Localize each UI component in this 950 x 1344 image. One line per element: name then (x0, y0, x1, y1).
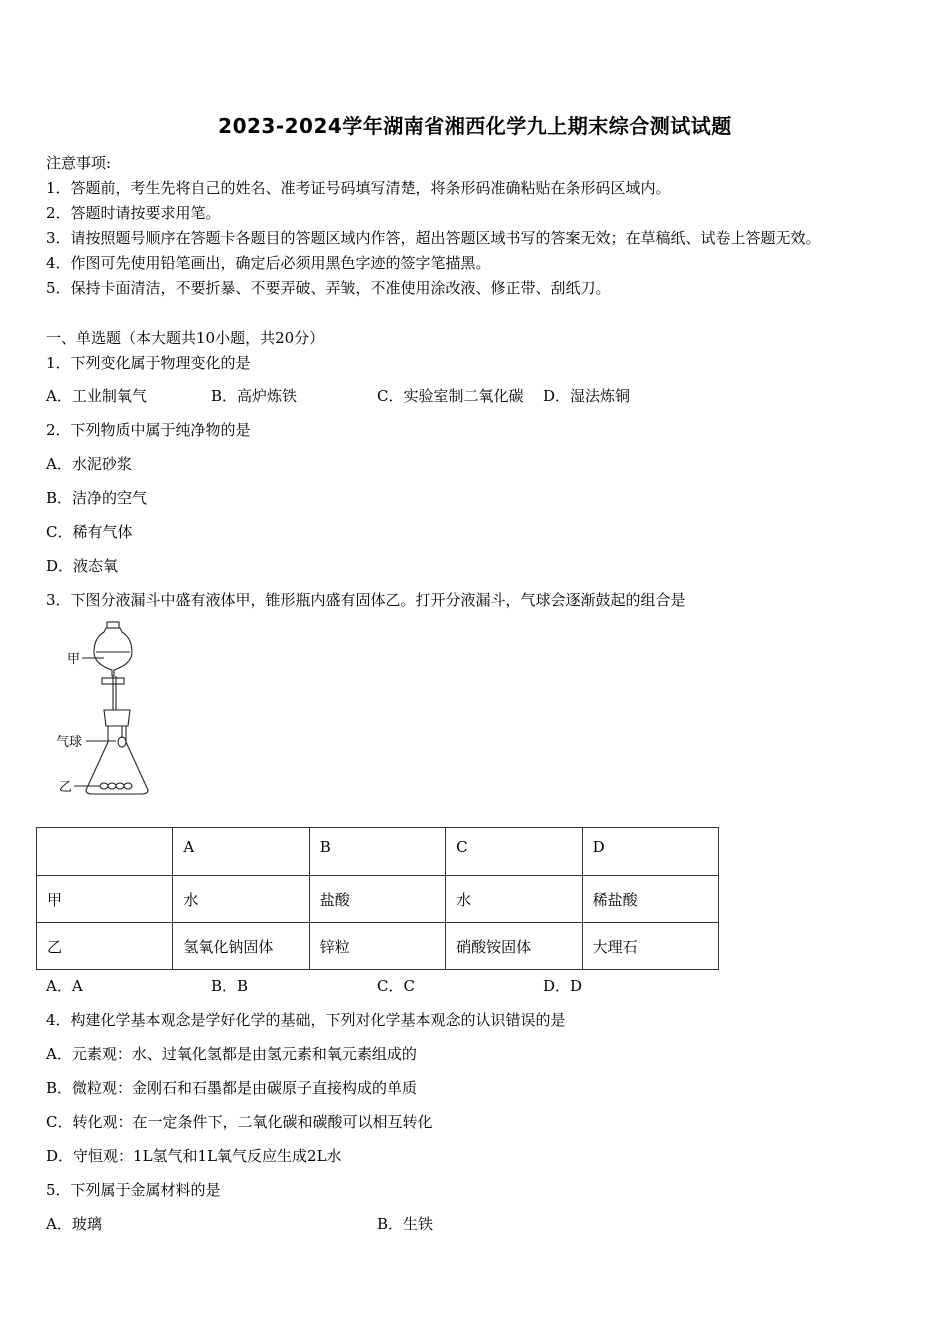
question-2-stem: 2．下列物质中属于纯净物的是 (46, 421, 251, 439)
notice-item: 3．请按照题号顺序在答题卡各题目的答题区域内作答，超出答题区域书写的答案无效；在草稿纸、试卷上答题无效。 (46, 229, 821, 247)
q4-option-a: A．元素观：水、过氧化氢都是由氢元素和氧元素组成的 (46, 1045, 417, 1063)
table-cell: 甲 (37, 876, 173, 923)
page-title: 2023-2024学年湖南省湘西化学九上期末综合测试试题 (218, 114, 732, 138)
table-cell: B (309, 828, 445, 876)
table-cell: C (446, 828, 582, 876)
table-cell: D (582, 828, 718, 876)
q4-option-c: C．转化观：在一定条件下，二氧化碳和碳酸可以相互转化 (46, 1113, 433, 1131)
table-cell: 盐酸 (309, 876, 445, 923)
notice-item: 1．答题前，考生先将自己的姓名、准考证号码填写清楚，将条形码准确粘贴在条形码区域内。 (46, 179, 671, 197)
table-row (37, 876, 719, 923)
q2-option-a: A．水泥砂浆 (46, 455, 132, 473)
q3-option-c: C．C (377, 977, 415, 995)
table-cell: 稀盐酸 (582, 876, 718, 923)
table-cell: 水 (446, 876, 582, 923)
q5-option-a: A．玻璃 (46, 1215, 102, 1233)
notice-item: 2．答题时请按要求用笔。 (46, 204, 221, 222)
q3-option-d: D．D (543, 977, 583, 995)
q4-option-b: B．微粒观：金刚石和石墨都是由碳原子直接构成的单质 (46, 1079, 418, 1097)
q1-option-b: B．高炉炼铁 (211, 387, 298, 405)
notice-item: 5．保持卡面清洁，不要折暴、不要弄破、弄皱，不准使用涂改液、修正带、刮纸刀。 (46, 279, 611, 297)
question-3-stem: 3．下图分液漏斗中盛有液体甲，锥形瓶内盛有固体乙。打开分液漏斗，气球会逐渐鼓起的组合是 (46, 591, 686, 609)
table-cell: 氢氧化钠固体 (173, 923, 309, 970)
q2-option-d: D．液态氧 (46, 557, 119, 575)
separatory-funnel-apparatus (56, 618, 166, 800)
section-heading: 一、单选题（本大题共10小题，共20分） (46, 329, 325, 347)
table-cell (37, 828, 173, 876)
notice-item: 4．作图可先使用铅笔画出，确定后必须用黑色字迹的签字笔描黑。 (46, 254, 491, 272)
table-cell: 硝酸铵固体 (446, 923, 582, 970)
notice-heading: 注意事项: (46, 154, 112, 172)
question-5-stem: 5．下列属于金属材料的是 (46, 1181, 221, 1199)
q2-option-c: C．稀有气体 (46, 523, 133, 541)
q5-option-b: B．生铁 (377, 1215, 434, 1233)
table-cell: 乙 (37, 923, 173, 970)
table-cell: 锌粒 (309, 923, 445, 970)
q4-option-d: D．守恒观：1L氢气和1L氧气反应生成2L水 (46, 1147, 342, 1165)
question-1-stem: 1．下列变化属于物理变化的是 (46, 354, 251, 372)
table-row (37, 923, 719, 970)
q2-option-b: B．洁净的空气 (46, 489, 148, 507)
q1-option-d: D．湿法炼铜 (543, 387, 631, 405)
q3-choice-table (36, 827, 719, 970)
table-cell: A (173, 828, 309, 876)
label-balloon: 气球 (56, 735, 83, 750)
q3-option-a: A．A (46, 977, 83, 995)
q3-option-b: B．B (211, 977, 249, 995)
q1-option-c: C．实验室制二氧化碳 (377, 387, 524, 405)
table-header-row (37, 828, 719, 876)
label-jia: 甲 (67, 652, 81, 667)
question-4-stem: 4．构建化学基本观念是学好化学的基础，下列对化学基本观念的认识错误的是 (46, 1011, 566, 1029)
q1-option-a: A．工业制氧气 (46, 387, 147, 405)
table-cell: 水 (173, 876, 309, 923)
table-cell: 大理石 (582, 923, 718, 970)
label-yi: 乙 (59, 780, 73, 795)
